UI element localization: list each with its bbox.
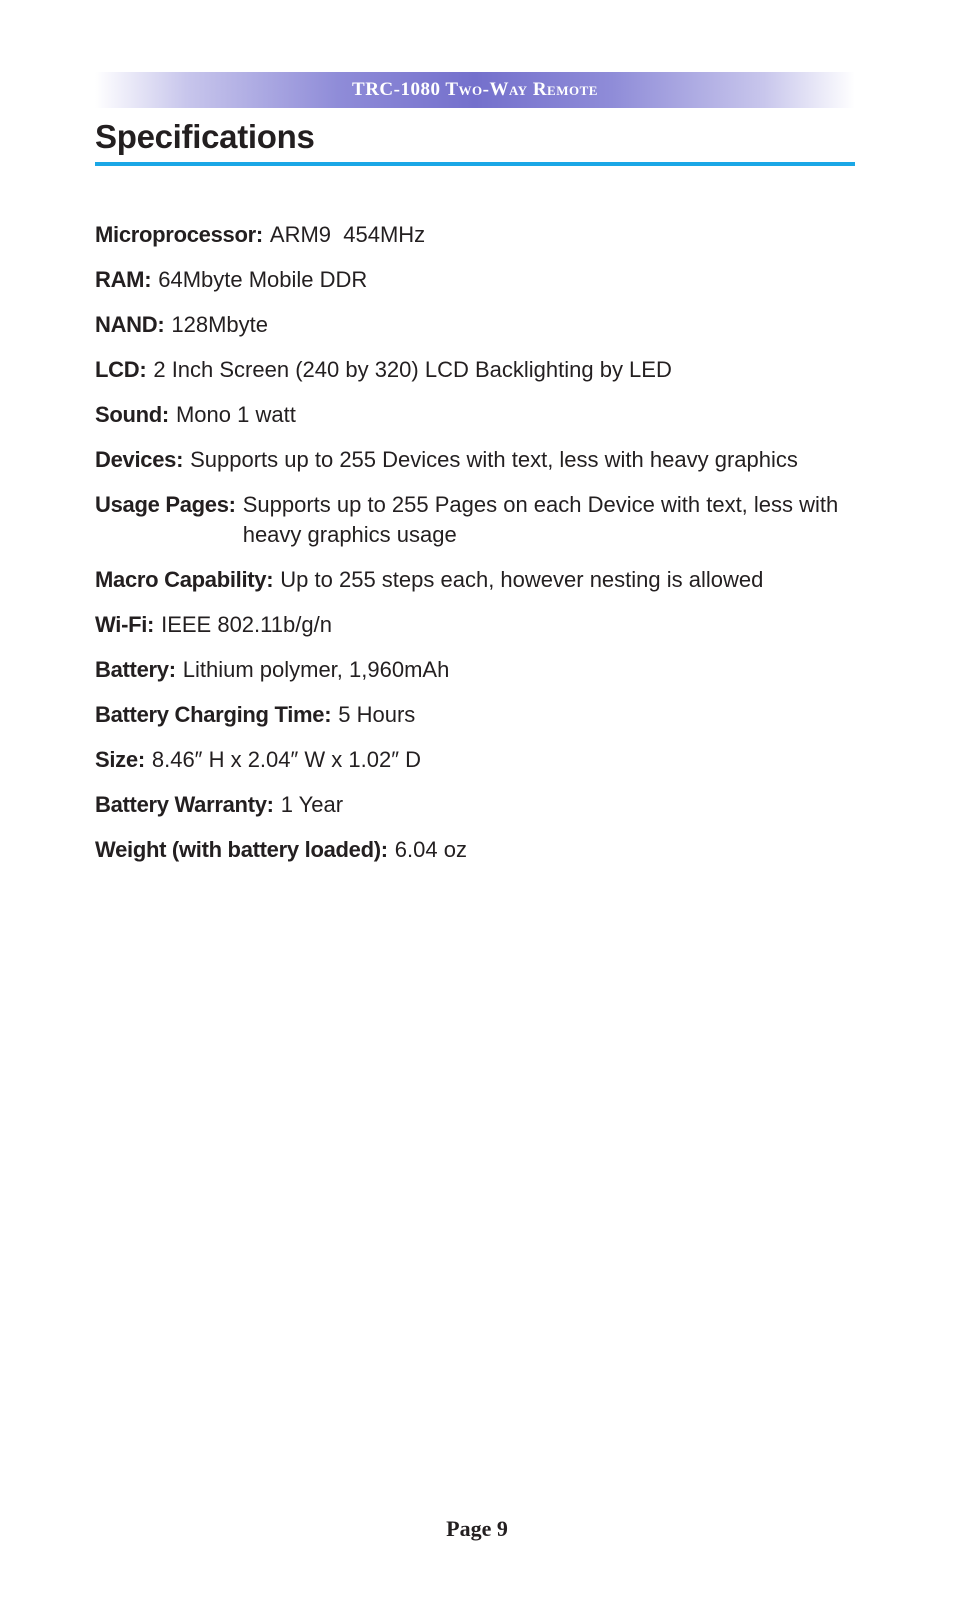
spec-lcd	[95, 355, 855, 385]
spec-sound	[95, 400, 855, 430]
product-title: TRC-1080 Two-Way Remote	[352, 79, 598, 100]
spec-label: Wi-Fi:	[95, 612, 155, 637]
title-rule	[95, 162, 855, 166]
spec-battery	[95, 655, 855, 685]
spec-microprocessor	[95, 220, 855, 250]
spec-label: Sound:	[95, 402, 169, 427]
spec-value: 128Mbyte	[171, 312, 269, 337]
spec-label: Battery Charging Time:	[95, 702, 332, 727]
spec-value: ARM9 454MHz	[269, 222, 426, 247]
spec-nand	[95, 310, 855, 340]
spec-value: Supports up to 255 Devices with text, less with heavy graphics	[190, 447, 798, 472]
spec-usage-pages	[95, 490, 855, 550]
spec-size	[95, 745, 855, 775]
spec-weight	[95, 835, 855, 865]
spec-value: 64Mbyte Mobile DDR	[158, 267, 368, 292]
specifications-list	[95, 220, 855, 880]
spec-value: Up to 255 steps each, however nesting is allowed	[280, 567, 764, 592]
spec-value: Supports up to 255 Pages on each Device with text, less with heavy graphics usage	[242, 492, 839, 547]
spec-label: Battery Warranty:	[95, 792, 274, 817]
spec-label: Macro Capability:	[95, 567, 274, 592]
spec-label: Microprocessor:	[95, 222, 263, 247]
spec-ram	[95, 265, 855, 295]
spec-value: Lithium polymer, 1,960mAh	[182, 657, 450, 682]
spec-value: IEEE 802.11b/g/n	[161, 612, 332, 637]
spec-devices	[95, 445, 855, 475]
spec-label: LCD:	[95, 357, 147, 382]
page-title: Specifications	[95, 118, 315, 155]
spec-label: Size:	[95, 747, 145, 772]
spec-value: 6.04 oz	[394, 837, 467, 862]
spec-value: 1 Year	[280, 792, 344, 817]
spec-label: RAM:	[95, 267, 152, 292]
spec-value: 5 Hours	[338, 702, 416, 727]
spec-battery-charging-time	[95, 700, 855, 730]
spec-label: NAND:	[95, 312, 165, 337]
spec-value: 2 Inch Screen (240 by 320) LCD Backlighting by LED	[153, 357, 672, 382]
spec-label: Devices:	[95, 447, 184, 472]
page-number: Page 9	[446, 1516, 508, 1541]
spec-label: Weight (with battery loaded):	[95, 837, 388, 862]
header-band	[95, 72, 855, 108]
spec-value: 8.46″ H x 2.04″ W x 1.02″ D	[151, 747, 422, 772]
spec-macro-capability	[95, 565, 855, 595]
spec-wifi	[95, 610, 855, 640]
spec-value: Mono 1 watt	[175, 402, 296, 427]
spec-label: Battery:	[95, 657, 176, 682]
spec-battery-warranty	[95, 790, 855, 820]
spec-label: Usage Pages:	[95, 492, 236, 517]
